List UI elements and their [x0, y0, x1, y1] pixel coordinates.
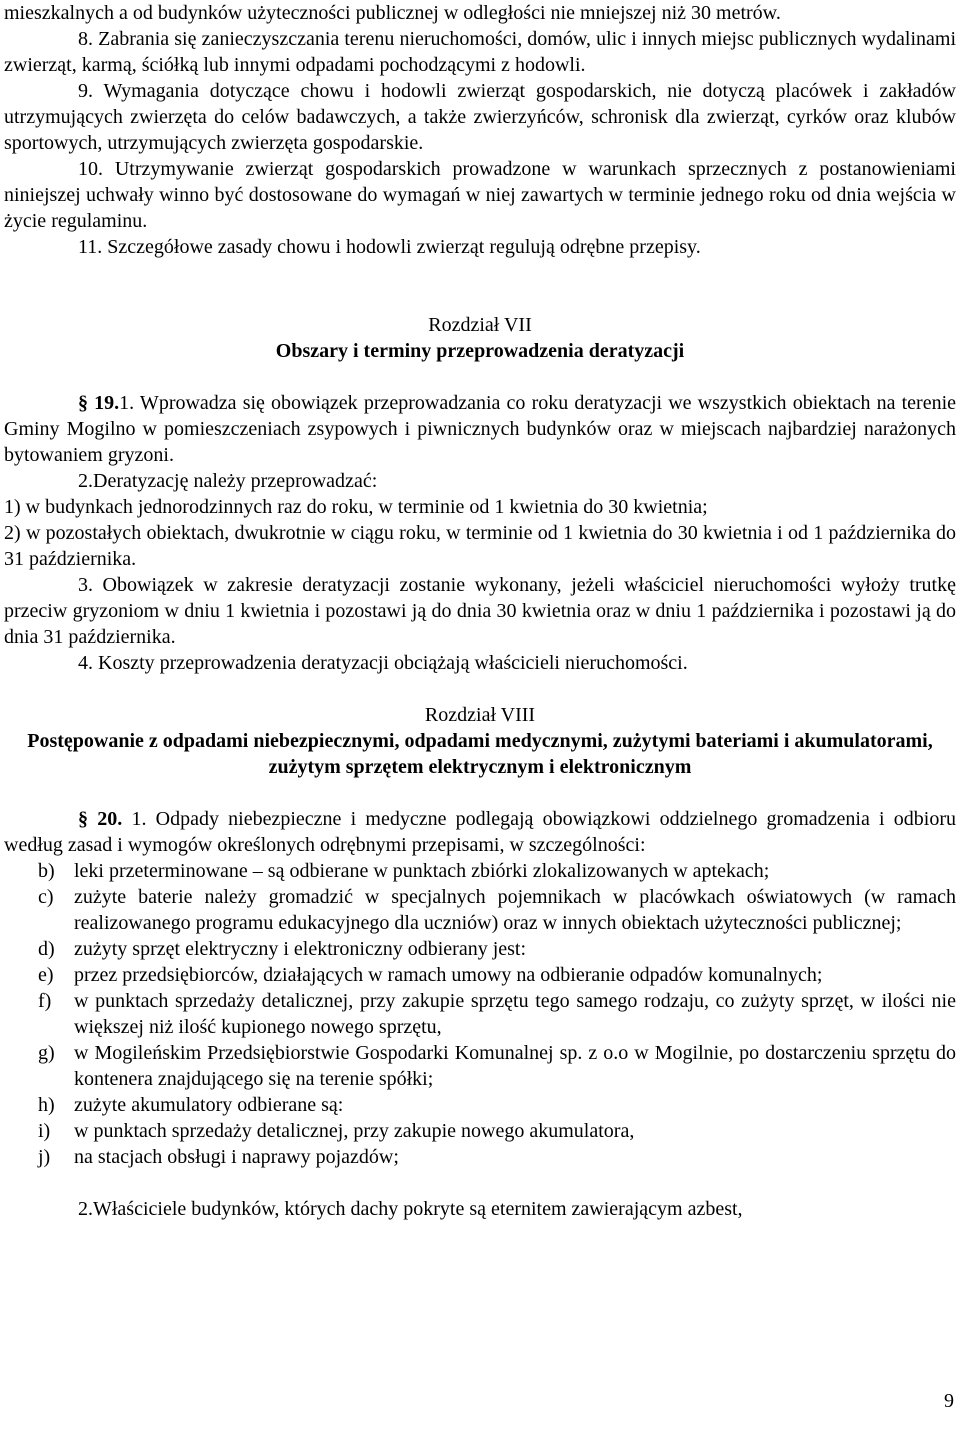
list-item-text: zużyte akumulatory odbierane są:	[74, 1094, 344, 1116]
chapter-7-title: Obszary i terminy przeprowadzenia deratyzacji	[275, 340, 685, 362]
list-item	[4, 936, 956, 962]
list-item	[4, 884, 956, 936]
list-item-label: d)	[38, 938, 55, 960]
paragraph-continuation: mieszkalnych a od budynków użyteczności publicznej w odległości nie mniejszej niż 30 metrów.	[4, 2, 781, 24]
chapter-8-label: Rozdział VIII	[424, 704, 536, 726]
paragraph-9: 9. Wymagania dotyczące chowu i hodowli zwierząt gospodarskich, nie dotyczą placówek i zakładów utrzymujących zwierzęta do celów badawczych, a także zwierzyńców, schronisk dla zwierząt, cyrków oraz klubów sportowych, utrzymujących zwierzęta gospodarskie.	[4, 80, 956, 154]
list-item-label: e)	[38, 964, 54, 986]
spacer	[4, 364, 956, 390]
paragraph-11: 11. Szczegółowe zasady chowu i hodowli zwierząt regulują odrębne przepisy.	[78, 236, 701, 258]
list-item-label: c)	[38, 886, 54, 908]
paragraph-8: 8. Zabrania się zanieczyszczania terenu nieruchomości, domów, ulic i innych miejsc publicznych wydalinami zwierząt, karmą, ściółką lub innymi odpadami pochodzącymi z hodowli.	[4, 28, 956, 76]
section-19-paragraph-2: 2.Deratyzację należy przeprowadzać:	[78, 470, 378, 492]
chapter-7-label: Rozdział VII	[428, 314, 532, 336]
list-item-label: j)	[38, 1146, 51, 1168]
list-item-text: w punktach sprzedaży detalicznej, przy zakupie nowego akumulatora,	[74, 1120, 635, 1142]
spacer	[4, 1170, 956, 1196]
list-item-text: w punktach sprzedaży detalicznej, przy zakupie sprzętu tego samego rodzaju, co zużyty sprzęt, w ilości nie większej niż ilość kupionego nowego sprzętu,	[74, 990, 956, 1038]
spacer	[4, 676, 956, 702]
list-item	[4, 962, 956, 988]
list-item-label: f)	[38, 990, 52, 1012]
section-19-paragraph-4: 4. Koszty przeprowadzenia deratyzacji obciążają właścicieli nieruchomości.	[78, 652, 688, 674]
list-item	[4, 1092, 956, 1118]
section-19-point-1: 1) w budynkach jednorodzinnych raz do roku, w terminie od 1 kwietnia do 30 kwietnia;	[4, 496, 708, 518]
section-19-paragraph-3: 3. Obowiązek w zakresie deratyzacji zostanie wykonany, jeżeli właściciel nieruchomości wyłoży trutkę przeciw gryzoniom w dniu 1 kwietnia i pozostawi ją do dnia 30 kwietnia oraz w dniu 1 października i pozostawi ją do dnia 31 października.	[4, 574, 956, 648]
section-20-list	[4, 858, 956, 1170]
section-20-intro-text: 1. Odpady niebezpieczne i medyczne podlegają obowiązkowi oddzielnego gromadzenia i odbioru według zasad i wymogów określonych odrębnymi przepisami, w szczególności:	[4, 808, 957, 856]
list-item-text: przez przedsiębiorców, działających w ramach umowy na odbieranie odpadów komunalnych;	[74, 964, 823, 986]
section-20-paragraph-2: 2.Właściciele budynków, których dachy pokryte są eternitem zawierającym azbest,	[78, 1198, 743, 1220]
list-item-text: w Mogileńskim Przedsiębiorstwie Gospodarki Komunalnej sp. z o.o w Mogilnie, po dostarczeniu sprzętu do kontenera znajdującego się na terenie spółki;	[74, 1042, 956, 1090]
list-item-text: zużyty sprzęt elektryczny i elektroniczny odbierany jest:	[74, 938, 527, 960]
spacer	[4, 780, 956, 806]
section-19-point-2: 2) w pozostałych obiektach, dwukrotnie w ciągu roku, w terminie od 1 kwietnia do 30 kwietnia i od 1 października do 31 października.	[4, 522, 956, 570]
list-item	[4, 988, 956, 1040]
page-number: 9	[944, 1390, 954, 1412]
list-item-label: i)	[38, 1120, 51, 1142]
list-item-text: na stacjach obsługi i naprawy pojazdów;	[74, 1146, 399, 1168]
spacer	[4, 260, 956, 312]
list-item	[4, 1144, 956, 1170]
document-page	[4, 0, 956, 1222]
list-item-label: b)	[38, 860, 55, 882]
list-item-text: leki przeterminowane – są odbierane w punktach zbiórki zlokalizowanych w aptekach;	[74, 860, 770, 882]
list-item	[4, 1040, 956, 1092]
list-item-text: zużyte baterie należy gromadzić w specjalnych pojemnikach w placówkach oświatowych (w ramach realizowanego programu edukacyjnego dla uczniów) oraz w innych obiektach użyteczności publicznej;	[74, 886, 956, 934]
section-20-sign: § 20.	[78, 808, 123, 830]
paragraph-10: 10. Utrzymywanie zwierząt gospodarskich prowadzone w warunkach sprzecznych z postanowieniami niniejszej uchwały winno być dostosowane do wymagań w niej zawartych w terminie jednego roku od dnia wejścia w życie regulaminu.	[4, 158, 956, 232]
section-19-p1-text: 1. Wprowadza się obowiązek przeprowadzania co roku deratyzacji we wszystkich obiektach na terenie Gminy Mogilno w pomieszczeniach zsypowych i piwnicznych budynków oraz w miejscach najbardziej narażonych bytowaniem gryzoni.	[4, 392, 957, 466]
chapter-8-title: Postępowanie z odpadami niebezpiecznymi, odpadami medycznymi, zużytymi bateriami i akumulatorami, zużytym sprzętem elektrycznym i elektronicznym	[27, 730, 933, 778]
list-item	[4, 1118, 956, 1144]
section-19-paragraph-1	[4, 390, 956, 468]
list-item-label: h)	[38, 1094, 55, 1116]
list-item-label: g)	[38, 1042, 55, 1064]
list-item	[4, 858, 956, 884]
section-20-paragraph-1	[4, 806, 956, 858]
section-19-sign: § 19.	[78, 392, 120, 414]
